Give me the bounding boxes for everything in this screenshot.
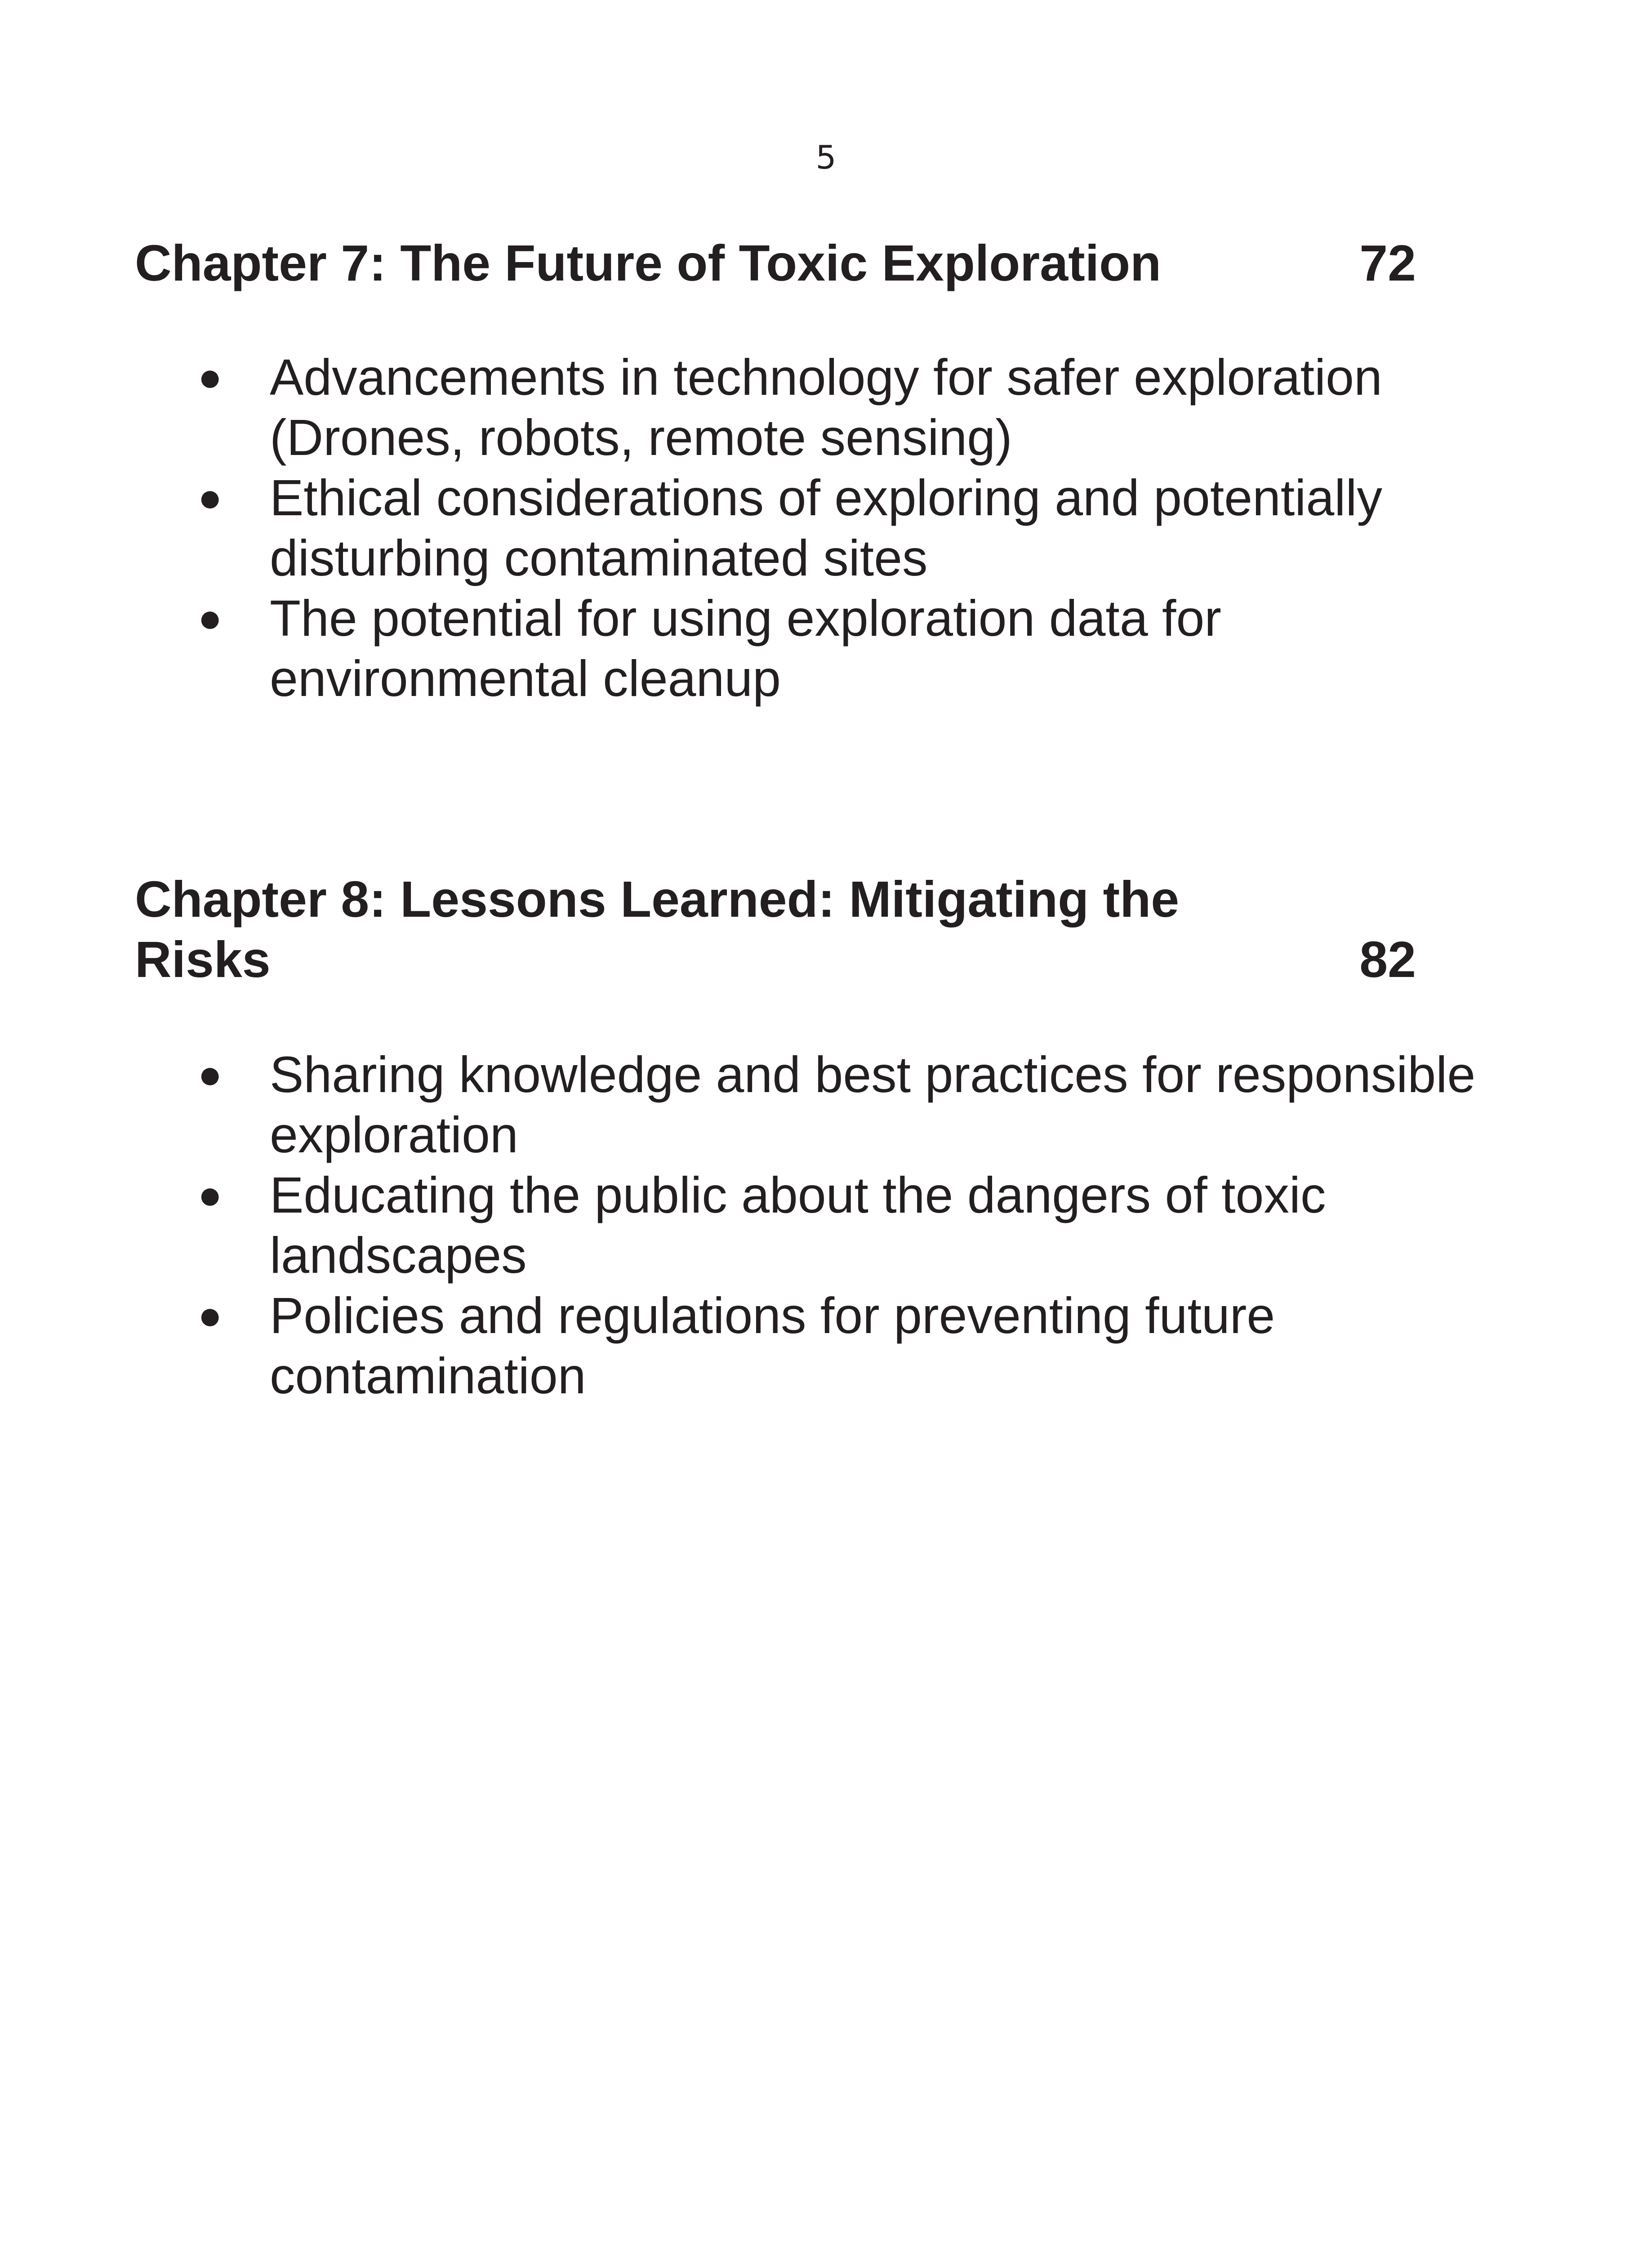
page-number: 5 <box>815 138 837 176</box>
chapter-8-topic-list <box>135 1044 1528 1406</box>
topic-item <box>135 588 1528 709</box>
bullet-icon: ● <box>198 1173 223 1218</box>
topic-item <box>135 1044 1528 1165</box>
bullet-icon: ● <box>198 1293 223 1338</box>
topic-item <box>135 347 1528 468</box>
topic-text: Advancements in technology for safer exploration (Drones, robots, remote sensing) <box>270 349 1382 466</box>
chapter-7-topic-list <box>135 347 1528 709</box>
chapter-7-title: Chapter 7: The Future of Toxic Exploration <box>135 235 1162 291</box>
bullet-icon: ● <box>198 1052 223 1097</box>
topic-text: Sharing knowledge and best practices for responsible exploration <box>270 1046 1476 1163</box>
topic-text: Educating the public about the dangers of toxic landscapes <box>270 1167 1326 1284</box>
topic-text: Policies and regulations for preventing future contamination <box>270 1287 1275 1404</box>
bullet-icon: ● <box>198 596 223 641</box>
bullet-icon: ● <box>198 475 223 520</box>
topic-item <box>135 1285 1528 1406</box>
chapter-8-page-number: 82 <box>1359 931 1416 988</box>
chapter-8-title: Chapter 8: Lessons Learned: Mitigating the Risks <box>135 871 1180 988</box>
chapter-7-page-number: 72 <box>1359 235 1416 291</box>
topic-item <box>135 1165 1528 1285</box>
topic-item <box>135 468 1528 588</box>
chapter-7-heading[interactable] <box>135 233 1416 293</box>
chapter-8-heading[interactable] <box>135 869 1416 990</box>
bullet-icon: ● <box>198 355 223 400</box>
topic-text: Ethical considerations of exploring and potentially disturbing contaminated sites <box>270 469 1382 586</box>
topic-text: The potential for using exploration data for environmental cleanup <box>270 590 1221 707</box>
